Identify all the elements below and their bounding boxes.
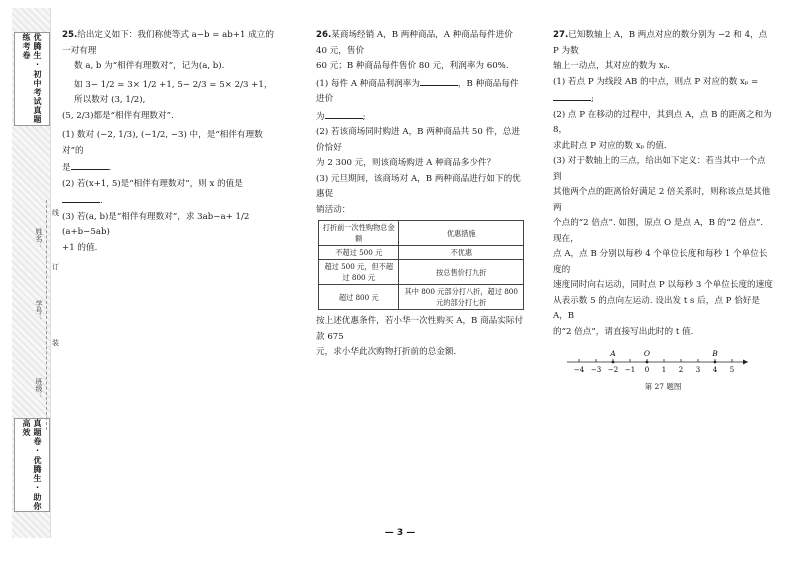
number-line-arrow [743,360,748,365]
table-header-row [319,221,524,246]
sub-question-3: (3) 若(a, b)是“相伴有理数对”，求 3ab−a+ 1/2 (a+b−5ab) [62,211,250,237]
sub-question-2: (2) 若该商场同时购进 A，B 两种商品共 50 件，总进价恰好 [316,127,520,153]
question-followup: 元，求小华此次购物打折前的总金额. [316,347,457,357]
brand-stamp-top: 优腾生·初中考试真题练考卷 [14,32,50,126]
question-stem: 轴上一动点，其对应的数为 xₚ. [553,61,670,71]
number-line-point-label: A [610,349,616,358]
table-header: 打折前一次性购物总金额 [319,221,399,246]
sub-question-3-cont: 点 A，点 B 分别以每秒 4 个单位长度和每秒 1 个单位长度的 [553,249,768,275]
question-26: 26.某商场经销 A，B 两种商品，A 种商品每件进价 40 元，售价 60 元；B 种商品每件售价 80 元，利润率为 60%. (1) 每件 A 种商品利润率为 ，B 种商品每件进价 为 ; (2) 若该商场同时购进 A，B 两种商品共 50 件，总进价恰好 为 2 300 元，则该商场购进 A 种商品多少件？ (3) 元旦期间，该商场对 A，B 两种商品进行如下的优惠促 销活动： 打折前一次性购物总金额 优惠措施 不超过 500 元 不优惠 超过 500 元，但不超过 800 元 按总售价打九折 超过 800 元 其中 800 元部分打八折，超过 800 元的部分打七折 按上述优惠条件，若小华一次性购买 A，B 商品实际付款 675 元，求小华此次购物打折前的总金额. [316,28,526,361]
answer-blank[interactable] [62,192,100,203]
page-number: — 3 — [384,528,416,538]
answer-blank[interactable] [325,108,363,119]
number-line-tick-label: 5 [729,366,735,374]
question-number: 27. [553,30,569,40]
number-line-tick-label: −1 [624,366,636,374]
brand-stamp-bottom: 真题卷·优腾生·助你高效 [14,418,50,512]
table-cell: 不优惠 [399,246,524,260]
number-line-tick-label: 4 [712,366,718,374]
table-cell: 按总售价打九折 [399,260,524,285]
sub-question-3: (3) 元旦期间，该商场对 A，B 两种商品进行如下的优惠促 [316,173,521,199]
question-stem: 数 a, b 为“相伴有理数对”，记为(a, b). [74,61,225,71]
figure-caption: 第 27 题图 [644,382,682,391]
binding-mark-line: 线 [52,209,59,217]
number-line-point [646,361,649,364]
class-field-label: 班级： [35,378,43,399]
answer-blank[interactable] [71,159,109,170]
number-line-tick-label: 3 [695,366,701,374]
sub-question-2-cont: 求此时点 P 对应的数 xₚ 的值. [553,140,667,151]
table-row [319,246,524,260]
table-cell: 不超过 500 元 [319,246,399,260]
question-stem: 某商场经销 A，B 两种商品，A 种商品每件进价 40 元，售价 [316,30,513,56]
number-line-point-label: O [643,349,651,358]
question-number: 26. [316,30,332,40]
question-example: (5, 2/3)都是“相伴有理数对”. [62,110,174,121]
number-line-point [612,361,615,364]
name-field-label: 姓名： [35,228,43,249]
question-followup: 按上述优惠条件，若小华一次性购买 A，B 商品实际付款 675 [316,316,524,342]
question-stem: 已知数轴上 A，B 两点对应的数分别为 −2 和 4，点 P 为数 [553,30,768,56]
number-line-tick-label: 2 [678,366,684,374]
table-header: 优惠措施 [399,221,524,246]
number-line-point [714,361,717,364]
answer-blank[interactable] [420,75,458,86]
sub-question-3-cont: 速度同时向右运动，同时点 P 以每秒 3 个单位长度的速度 [553,280,773,290]
question-number: 25. [62,30,78,40]
sub-question-1-cont: 为 [316,111,325,122]
sub-question-2: (2) 点 P 在移动的过程中，其到点 A，点 B 的距离之和为 8， [553,109,772,135]
sub-question-3-cont: 从表示数 5 的点向左运动. 设出发 t s 后，点 P 恰好是 A，B [553,295,760,321]
table-row [319,260,524,285]
sub-question-3-cont: 其他两个点的距离恰好满足 2 倍关系时，则称该点是其他两 [553,187,771,213]
number-line-tick-label: −2 [607,366,619,374]
number-line [563,344,763,378]
question-stem: 给出定义如下：我们称使等式 a−b = ab+1 成立的一对有理 [62,30,274,56]
table-row [319,285,524,310]
sub-question-1: (1) 每件 A 种商品利润率为 [316,78,420,89]
number-line-tick-label: 0 [644,366,650,374]
binding-mark-install: 装 [52,339,59,347]
number-line-tick-label: −4 [573,366,585,374]
sub-question-3: (3) 对于数轴上的三点，给出如下定义：若当其中一个点到 [553,156,766,182]
question-27: 27.已知数轴上 A，B 两点对应的数分别为 −2 和 4，点 P 为数 轴上一动点，其对应的数为 xₚ. (1) 若点 P 为线段 AB 的中点，则点 P 对应的数 xₚ =; (2) 点 P 在移动的过程中，其到点 A，点 B 的距离之和为 8， 求此时点 P 对应的数 xₚ 的值. (3) 对于数轴上的三点，给出如下定义：若当其中一个点到 其他两个点的距离恰好满足 2 倍关系时，则称该点是其他两 个点的“2 倍点”. 如图，原点 O 是点 A，B 的“2 倍点”. 现在， 点 A，点 B 分别以每秒 4 个单位长度和每秒 1 个单位长度的 速度同时向右运动，同时点 P 以每秒 3 个单位长度的速度 从表示数 5 的点向左运动. 设出发 t s 后，点 P 恰好是 A，B 的“2 倍点”，请直接写出此时的 t 值. −4 −3 −2 −1 0 1 2 3 4 5 A O B 第 27 题图 [553,28,773,395]
binding-mark-order: 订 [52,263,59,271]
sub-question-3-cont: 的“2 倍点”，请直接写出此时的 t 值. [553,326,694,337]
number-line-tick-label: −3 [590,366,602,374]
sub-question-1-cont: 是 [62,163,71,173]
discount-table [318,220,524,310]
answer-blank[interactable] [553,90,591,101]
question-example: 如 3− 1/2 = 3× 1/2 +1, 5− 2/3 = 5× 2/3 +1，所以数对 (3, 1/2), [74,79,273,105]
sub-question-1-cont: ，B 种商品每件进价 [316,78,519,104]
sub-question-1: (1) 数对 (−2, 1/3), (−1/2, −3) 中，是“相伴有理数对”的 [62,130,263,156]
question-stem: 60 元；B 种商品每件售价 80 元，利润率为 60%. [316,61,509,71]
student-id-field-label: 学号： [35,300,43,321]
sub-question-3-cont: +1 的值. [62,242,98,253]
sub-question-1: (1) 若点 P 为线段 AB 的中点，则点 P 对应的数 xₚ = [553,76,759,87]
sub-question-3-cont: 个点的“2 倍点”. 如图，原点 O 是点 A，B 的“2 倍点”. 现在， [553,218,764,244]
number-line-point-label: B [712,349,718,358]
number-line-figure [553,344,773,395]
sub-question-3-cont: 销活动： [316,204,351,215]
sub-question-2: (2) 若(x+1, 5)是“相伴有理数对”，则 x 的值是 [62,178,243,189]
table-cell: 其中 800 元部分打八折，超过 800 元的部分打七折 [399,285,524,310]
table-cell: 超过 800 元 [319,285,399,310]
number-line-tick-label: 1 [661,366,667,374]
question-25: 25.给出定义如下：我们称使等式 a−b = ab+1 成立的一对有理 数 a, b 为“相伴有理数对”，记为(a, b). 如 3− 1/2 = 3× 1/2 +1, 5− 2/3 = 5× 2/3 +1，所以数对 (3, 1/2), (5, 2/3)都是“相伴有理数对”. (1) 数对 (−2, 1/3), (−1/2, −3) 中，是“相伴有理数对”的 是 . (2) 若(x+1, 5)是“相伴有理数对”，则 x 的值是. (3) 若(a, b)是“相伴有理数对”，求 3ab−a+ 1/2 (a+b−5ab) +1 的值. [62,28,280,256]
sub-question-2-cont: 为 2 300 元，则该商场购进 A 种商品多少件？ [316,158,496,168]
table-cell: 超过 500 元，但不超过 800 元 [319,260,399,285]
binding-dashed-line [46,200,47,430]
